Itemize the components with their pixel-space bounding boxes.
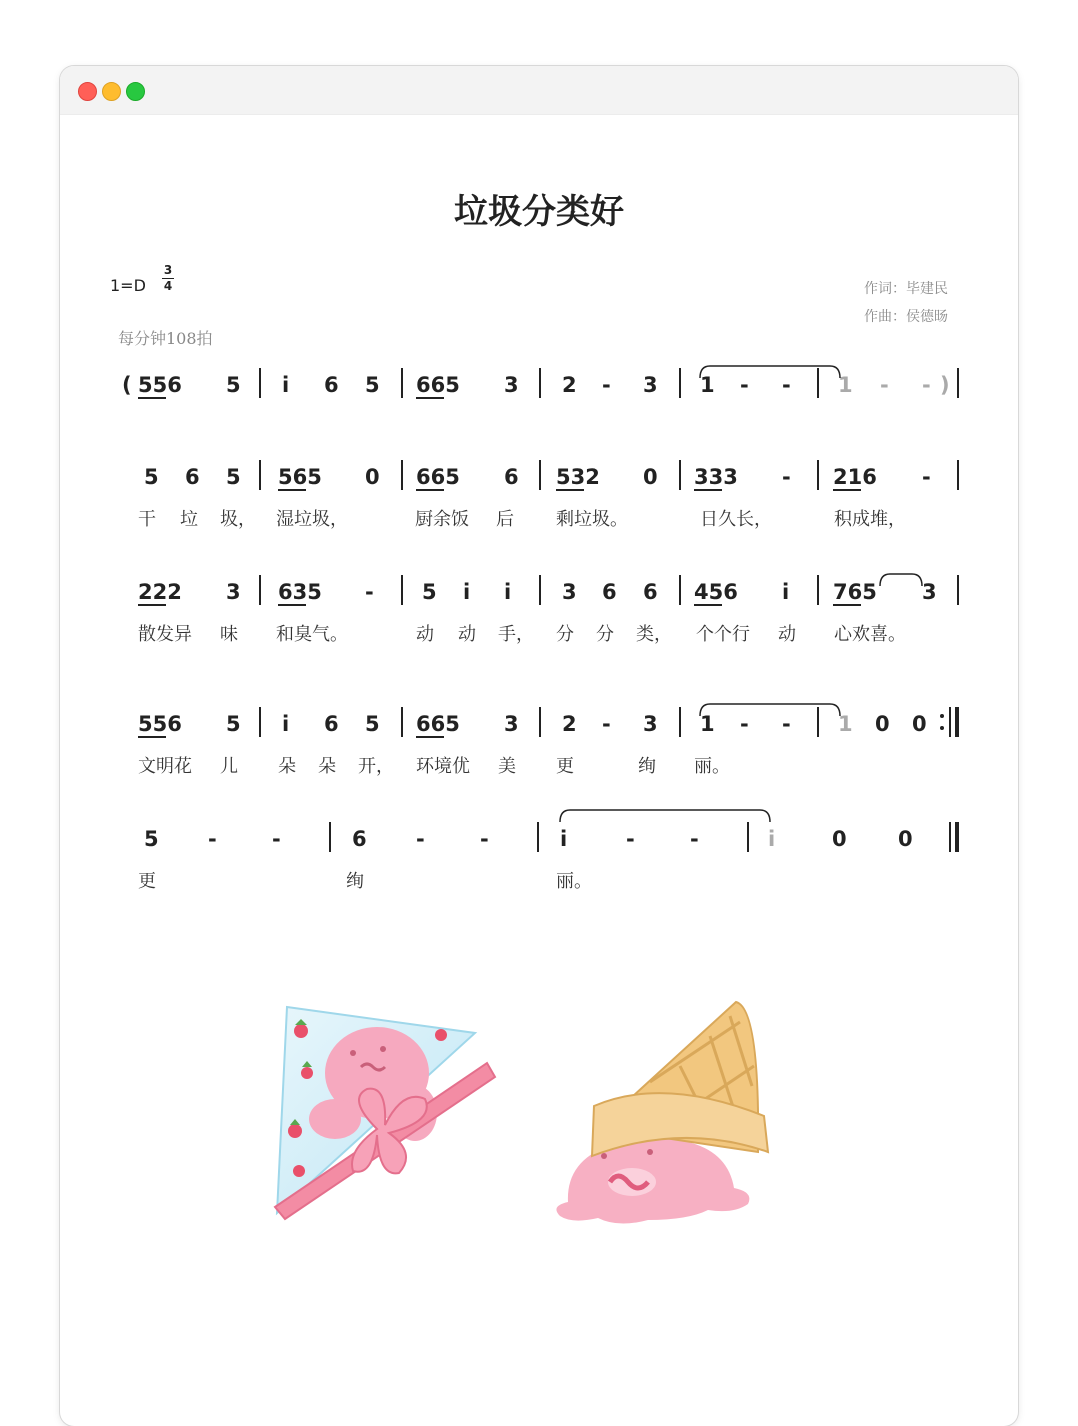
score-note: 222 xyxy=(138,580,182,604)
score-note: 665 xyxy=(416,712,460,736)
key-signature: 1=D xyxy=(110,276,146,295)
score-note: 6 xyxy=(504,465,519,489)
document-window xyxy=(60,66,1018,1426)
score-note: - xyxy=(416,827,425,851)
time-signature-top: 3 xyxy=(163,263,173,277)
lyric-syllable: 心欢喜。 xyxy=(834,624,906,645)
score-note: 6 xyxy=(324,712,339,736)
lyric-syllable: 味 xyxy=(220,624,238,645)
score-note: - xyxy=(480,827,489,851)
score-note: 1 xyxy=(838,712,853,736)
score-note: 3 xyxy=(562,580,577,604)
lyric-syllable: 厨余饭 xyxy=(415,509,469,530)
score-note: 3 xyxy=(504,712,519,736)
lyric-syllable: 散发异 xyxy=(138,624,192,645)
score-note: ) xyxy=(940,373,950,397)
score-note: 6 xyxy=(643,580,658,604)
score-note: 5 xyxy=(365,373,380,397)
score-note: 765 xyxy=(833,580,877,604)
score-note: - xyxy=(690,827,699,851)
score-note: 1 xyxy=(700,373,715,397)
score-note: - xyxy=(782,373,791,397)
score-note: i xyxy=(782,580,790,604)
score-note: 532 xyxy=(556,465,600,489)
lyric-syllable: 圾， xyxy=(220,509,256,530)
score-note: 3 xyxy=(504,373,519,397)
score-note: - xyxy=(922,373,931,397)
score-note: 0 xyxy=(832,827,847,851)
lyric-syllable: 美 xyxy=(498,756,516,777)
score-note: 5 xyxy=(226,465,241,489)
score-note: 3 xyxy=(922,580,937,604)
tie-slur xyxy=(560,810,770,822)
score-note: - xyxy=(272,827,281,851)
lyric-syllable: 分 xyxy=(596,624,614,645)
lyric-syllable: 动 xyxy=(416,624,434,645)
score-note: 0 xyxy=(365,465,380,489)
score-note: 565 xyxy=(278,465,322,489)
score-note: 456 xyxy=(694,580,738,604)
lyric-syllable: 干 xyxy=(138,509,156,530)
lyric-syllable: 儿 xyxy=(220,756,238,777)
score-note: - xyxy=(880,373,889,397)
score-note: 216 xyxy=(833,465,877,489)
score-note: 635 xyxy=(278,580,322,604)
lyric-syllable: 手， xyxy=(498,624,534,645)
score-note: - xyxy=(602,712,611,736)
lyric-syllable: 朵 xyxy=(318,756,336,777)
lyric-syllable: 湿垃圾， xyxy=(276,509,348,530)
lyric-syllable: 环境优 xyxy=(416,756,470,777)
lyric-syllable: 朵 xyxy=(278,756,296,777)
lyric-syllable: 开， xyxy=(358,756,394,777)
score-note: - xyxy=(740,712,749,736)
score-note: - xyxy=(626,827,635,851)
score-note: 1 xyxy=(700,712,715,736)
score-note: 3 xyxy=(643,373,658,397)
score-note: 0 xyxy=(643,465,658,489)
lyricist-credit: 作词：毕建民 xyxy=(864,281,948,297)
score-note: 0 xyxy=(898,827,913,851)
composer-credit: 作曲：侯德旸 xyxy=(864,309,948,325)
score-note: i xyxy=(560,827,568,851)
lyric-syllable: 丽。 xyxy=(556,871,592,892)
score-note: 5 xyxy=(422,580,437,604)
score-note: 6 xyxy=(602,580,617,604)
score-note: 665 xyxy=(416,465,460,489)
tie-slur xyxy=(880,574,922,586)
score-note: ( xyxy=(122,373,132,397)
score-note: 665 xyxy=(416,373,460,397)
melting-ice-cream-cone-sticker xyxy=(540,996,800,1256)
strawberry-ice-cream-bunny-sticker xyxy=(265,1001,505,1221)
score-note: 5 xyxy=(144,827,159,851)
score-note: i xyxy=(768,827,776,851)
repeat-dot xyxy=(940,714,944,718)
score-note: 1 xyxy=(838,373,853,397)
score-note: 6 xyxy=(324,373,339,397)
close-window-button[interactable] xyxy=(78,82,97,101)
lyric-syllable: 绚 xyxy=(638,756,656,777)
score-note: - xyxy=(782,712,791,736)
lyric-syllable: 类， xyxy=(636,624,672,645)
score-note: 5 xyxy=(365,712,380,736)
lyric-syllable: 分 xyxy=(556,624,574,645)
score-note: 333 xyxy=(694,465,738,489)
time-signature-bottom: 4 xyxy=(163,279,173,293)
score-note: 2 xyxy=(562,373,577,397)
score-note: 3 xyxy=(643,712,658,736)
maximize-window-button[interactable] xyxy=(126,82,145,101)
lyric-syllable: 日久长， xyxy=(700,509,772,530)
lyric-syllable: 剩垃圾。 xyxy=(556,509,628,530)
score-note: - xyxy=(740,373,749,397)
score-note: - xyxy=(782,465,791,489)
score-note: 2 xyxy=(562,712,577,736)
minimize-window-button[interactable] xyxy=(102,82,121,101)
lyric-syllable: 动 xyxy=(778,624,796,645)
repeat-dot xyxy=(940,726,944,730)
score-note: 5 xyxy=(226,373,241,397)
score-note: 6 xyxy=(185,465,200,489)
score-note: - xyxy=(602,373,611,397)
lyric-syllable: 后 xyxy=(496,509,514,530)
lyric-syllable: 动 xyxy=(458,624,476,645)
score-note: i xyxy=(504,580,512,604)
score-note: - xyxy=(922,465,931,489)
window-titlebar xyxy=(60,66,1018,115)
score-note: 0 xyxy=(875,712,890,736)
song-title: 垃圾分类好 xyxy=(454,192,624,232)
score-note: i xyxy=(282,712,290,736)
score-note: - xyxy=(208,827,217,851)
tempo-marking: 每分钟108拍 xyxy=(118,329,213,348)
lyric-syllable: 垃 xyxy=(180,509,198,530)
lyric-syllable: 个个行 xyxy=(696,624,750,645)
score-note: - xyxy=(365,580,374,604)
score-note: 6 xyxy=(352,827,367,851)
lyric-syllable: 积成堆， xyxy=(834,509,906,530)
lyric-syllable: 和臭气。 xyxy=(276,624,348,645)
score-note: i xyxy=(282,373,290,397)
lyric-syllable: 绚 xyxy=(346,871,364,892)
score-note: 5 xyxy=(144,465,159,489)
lyric-syllable: 文明花 xyxy=(138,756,192,777)
score-note: 556 xyxy=(138,373,182,397)
lyric-syllable: 更 xyxy=(556,756,574,777)
lyric-syllable: 更 xyxy=(138,871,156,892)
lyric-syllable: 丽。 xyxy=(694,756,730,777)
score-note: 3 xyxy=(226,580,241,604)
time-signature xyxy=(161,264,175,293)
score-note: 5 xyxy=(226,712,241,736)
score-note: 556 xyxy=(138,712,182,736)
score-note: i xyxy=(463,580,471,604)
score-note: 0 xyxy=(912,712,927,736)
